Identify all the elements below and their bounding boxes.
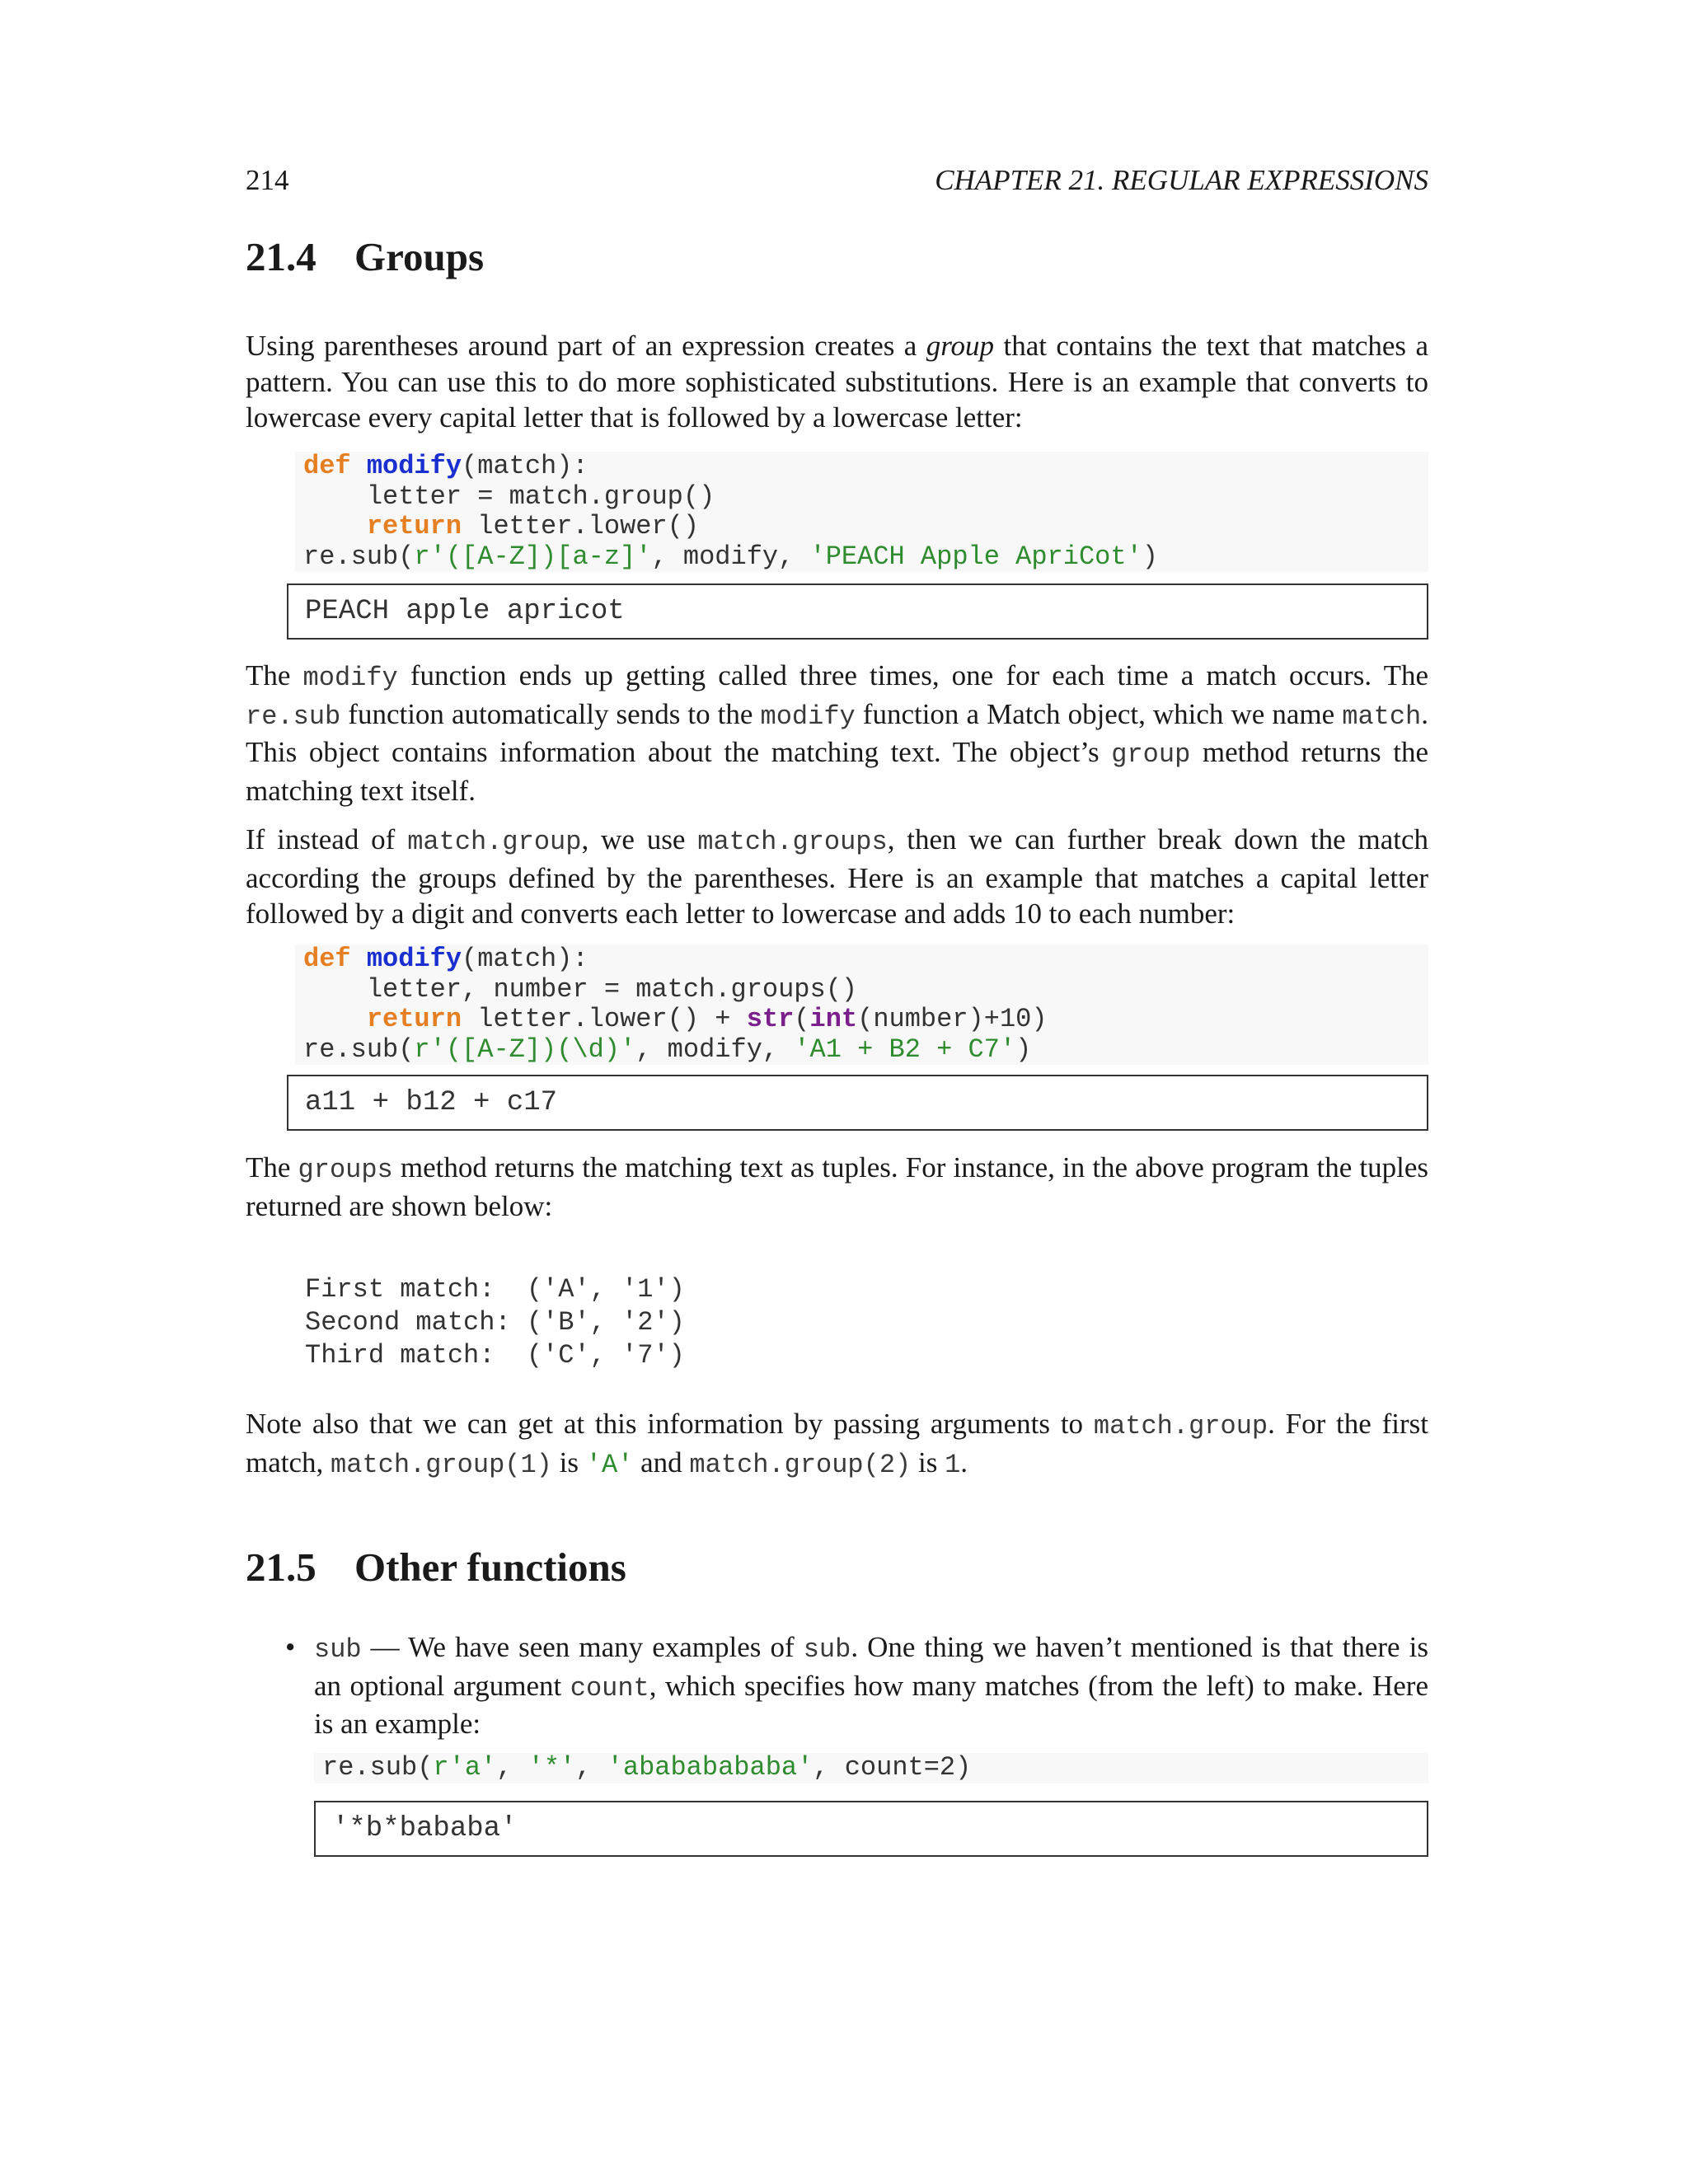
paragraph-match-group-args: Note also that we can get at this information by passing arguments to match.group. For the first match, match.group(1) is 'A' and match.group(2) is 1. xyxy=(246,1408,1428,1480)
section-heading-21-5 xyxy=(246,1543,1428,1592)
tuple-value: ('B', '2') xyxy=(526,1307,685,1338)
running-header xyxy=(246,163,1428,198)
code-block-modify-group: def modify(match): letter = match.group() return letter.lower() re.sub(r'([A-Z])[a-z]', modify, 'PEACH Apple ApriCot') xyxy=(246,452,1428,572)
bullet-icon: • xyxy=(285,1631,296,1663)
section-number: 21.4 xyxy=(246,234,316,279)
code-block-count: re.sub(r'a', '*', 'abababababa', count=2) xyxy=(246,1753,1428,1783)
tuple-label: Second match: xyxy=(305,1307,527,1338)
bullet-list xyxy=(246,1629,1428,1742)
list-item-sub: • sub — We have seen many examples of sub. One thing we haven’t mentioned is that there is an optional argument count, which specifies how many matches (from the left) to make. Here is an example: xyxy=(285,1631,1428,1741)
output-box-3 xyxy=(246,1801,1428,1857)
paragraph-intro: Using parentheses around part of an expression creates a group that contains the text that matches a pattern. You can use this to do more sophisticated substitutions. Here is an example that converts to lowercase every capital letter that is followed by a lowercase letter: xyxy=(246,330,1428,434)
section-title: Groups xyxy=(354,234,485,279)
code-block-modify-groups: def modify(match): letter, number = match.groups() return letter.lower() + str(int(number)+10) re.sub(r'([A-Z])(\d)', modify, 'A1 + B2 + C7') xyxy=(246,944,1428,1065)
output-box-2 xyxy=(246,1075,1428,1131)
section-heading-21-4 xyxy=(246,232,1428,282)
section-title: Other functions xyxy=(354,1544,626,1590)
paragraph-groups-tuples: The groups method returns the matching text as tuples. For instance, in the above program the tuples returned are shown below: xyxy=(246,1151,1428,1222)
tuple-value: ('C', '7') xyxy=(526,1340,685,1371)
tuple-label: Third match: xyxy=(305,1340,527,1371)
page-number: 214 xyxy=(246,164,289,196)
output-text: '*b*bababa' xyxy=(314,1801,1428,1857)
paragraph-modify-explanation: The modify function ends up getting called three times, one for each time a match occurs. The re.sub function automatically sends to the modify function a Match object, which we name match. This object contains information about the matching text. The object’s group method returns the matching text itself. xyxy=(246,659,1428,808)
output-text: a11 + b12 + c17 xyxy=(287,1075,1428,1131)
tuples-listing xyxy=(246,1273,1428,1372)
output-box-1 xyxy=(246,583,1428,640)
chapter-title: CHAPTER 21. REGULAR EXPRESSIONS xyxy=(935,164,1428,196)
output-text: PEACH apple apricot xyxy=(287,583,1428,640)
paragraph-groups-intro: If instead of match.group, we use match.groups, then we can further break down the match according the groups defined by the parentheses. Here is an example that matches a capital letter followed by a digit and converts each letter to lowercase and adds 10 to each number: xyxy=(246,823,1428,930)
section-number: 21.5 xyxy=(246,1544,316,1590)
tuple-value: ('A', '1') xyxy=(526,1274,685,1305)
tuple-label: First match: xyxy=(305,1274,527,1305)
